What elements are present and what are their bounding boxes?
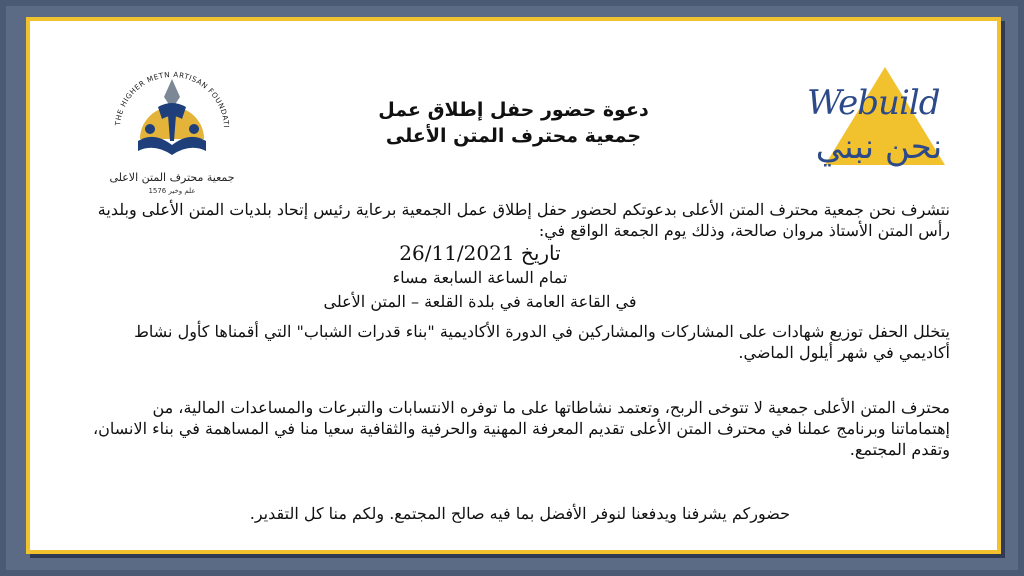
invitation-paragraph: نتشرف نحن جمعية محترف المتن الأعلى بدعوتكم لحضور حفل إطلاق عمل الجمعية برعاية رئيس إتحاد بلديات المتن الأعلى وبلدية رأس المتن الأستاذ مروان صالحة، وذلك يوم الجمعة الواقع في: bbox=[97, 200, 950, 240]
webuild-logo bbox=[805, 65, 955, 183]
foundation-ring-text: THE HIGHER METN ARTISAN FOUNDATI bbox=[113, 69, 232, 129]
event-time: تمام الساعة السابعة مساء bbox=[392, 268, 568, 287]
closing-paragraph: حضوركم يشرفنا ويدفعنا لنوفر الأفضل بما فيه صالح المجتمع. ولكم منا كل التقدير. bbox=[249, 504, 790, 523]
invitation-title: دعوة حضور حفل إطلاق عمل bbox=[378, 99, 649, 121]
foundation-arabic-name: جمعية محترف المتن الاعلى bbox=[109, 171, 235, 184]
event-date: تاريخ 26/11/2021 bbox=[399, 241, 561, 265]
webuild-arabic: نحن نبني bbox=[815, 127, 943, 167]
association-title: جمعية محترف المتن الأعلى bbox=[385, 125, 642, 147]
certificates-paragraph: يتخلل الحفل توزيع شهادات على المشاركات والمشاركين في الدورة الأكاديمية "بناء قدرات الشباب" التي أقمناها كأول نشاط أكاديمي في شهر أيلول الماضي. bbox=[134, 322, 950, 362]
about-paragraph: محترف المتن الأعلى جمعية لا تتوخى الربح، وتعتمد نشاطاتها على ما توفره الانتسابات والتبرعات والمساعدات المالية، من إهتماماتنا وبرنامج عملنا في محترف المتن الأعلى تقديم المعرفة المهنية والحرفية والثقافية سعيا منا في المساهمة في بناء الانسان، وتقدم المجتمع. bbox=[92, 398, 950, 459]
webuild-latin: Webuild bbox=[807, 83, 940, 123]
invitation-card bbox=[26, 17, 1001, 554]
foundation-motto: علم وخير 1576 bbox=[148, 187, 196, 195]
event-place: في القاعة العامة في بلدة القلعة – المتن الأعلى bbox=[323, 292, 637, 311]
